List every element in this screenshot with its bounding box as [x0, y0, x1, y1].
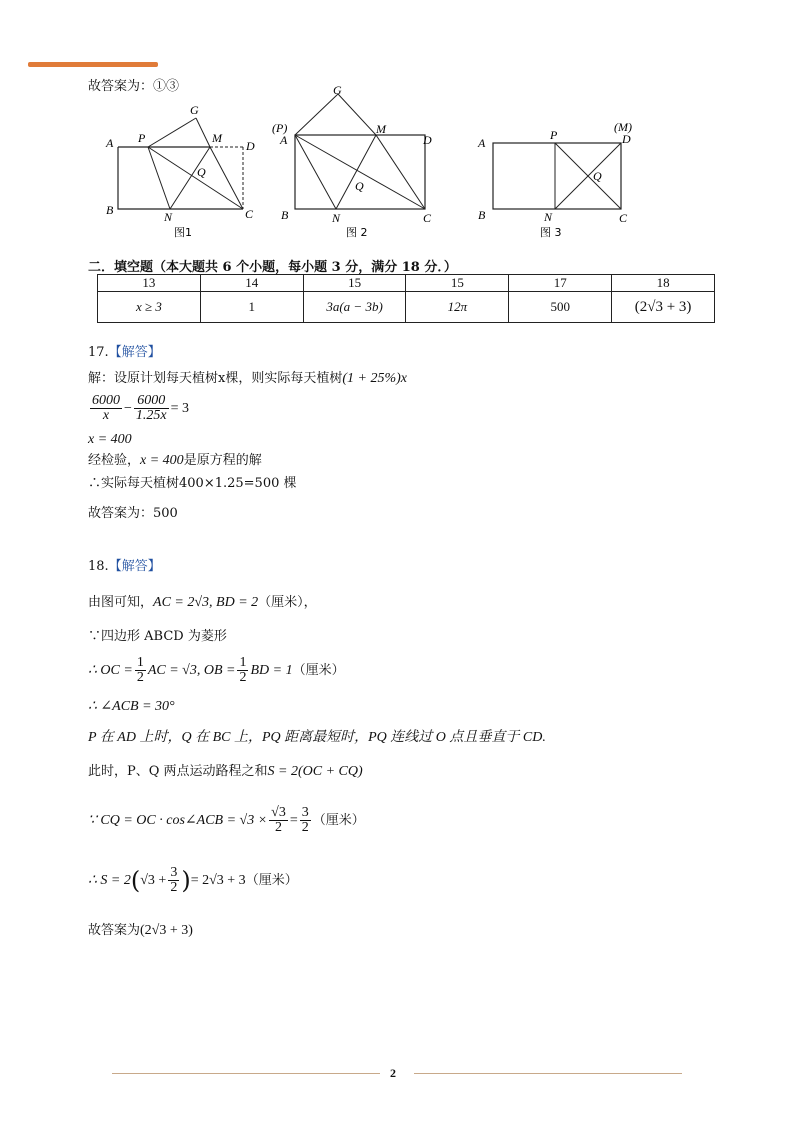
frac-denominator: 2 [170, 880, 178, 895]
fig1-label-M: M [212, 131, 222, 145]
q18-s-lhs: ∴ S = 2 [88, 873, 131, 888]
answer-table-cell: x ≥ 3 [98, 292, 201, 323]
fig3-label-Q: Q [593, 169, 602, 183]
q18-line-6 [88, 763, 363, 781]
q18-unit: （厘米） [292, 663, 345, 678]
fig1-label-Q: Q [197, 165, 206, 179]
q17-x-value: x = 400 [88, 432, 132, 447]
answer-table-cell: 1 [200, 292, 303, 323]
geometry-figures [100, 80, 660, 242]
answer-table-cell: 3a(a − 3b) [303, 292, 406, 323]
page-number: 2 [390, 1066, 396, 1080]
answer-table-cell: 12π [406, 292, 509, 323]
header-accent-bar [28, 62, 158, 67]
fig3-label-N: N [544, 210, 553, 224]
fig3-label-D: D [622, 132, 631, 146]
q18-sqrt3-over-2 [269, 806, 288, 835]
frac-numerator: 3 [170, 865, 178, 880]
q18-answer [88, 922, 193, 940]
answer-table [97, 274, 715, 323]
q18-oc-lhs: ∴ OC = [88, 663, 133, 678]
q18-heading [88, 558, 161, 576]
frac-numerator: 3 [301, 805, 309, 820]
q17-setup-expr: (1 + 25%)x [342, 371, 407, 386]
fig1-label-A: A [106, 136, 114, 150]
q17-check-expr: x = 400 [140, 453, 184, 468]
frac-numerator: 1 [136, 655, 144, 670]
q18-ob-lhs: AC = √3, OB = [147, 663, 236, 678]
q18-s-fraction [168, 866, 179, 895]
q18-l6-text: 此时，P、Q 两点运动路程之和 [88, 764, 268, 779]
fig1-caption: 图1 [174, 226, 192, 239]
q18-3-over-2 [300, 806, 311, 835]
q18-line-7 [88, 806, 365, 835]
frac-numerator: 6000 [92, 393, 120, 408]
fig1-label-B: B [106, 203, 114, 217]
q17-therefore: ∴实际每天植树400×1.25=500 棵 [88, 476, 297, 491]
q18-line-8: ∴ S = 2(√3 + $\frac{3}{2}$ )= 2√3 + 3（厘米） [88, 865, 298, 895]
answer-table-cell: 500 [509, 292, 612, 323]
q18-half-fraction [237, 656, 248, 685]
footer-rule-left [112, 1073, 380, 1074]
q18-l1-expr: AC = 2√3, BD = 2 [153, 595, 259, 610]
q18-s-result: = 2√3 + 3 [190, 873, 246, 888]
fig2-label-N: N [332, 211, 341, 225]
frac-denominator: 2 [136, 670, 144, 685]
q18-half-fraction [135, 656, 146, 685]
fig2-label-M: M [376, 122, 386, 136]
q18-line-3 [88, 656, 345, 685]
q18-bd-value: BD = 1 [250, 663, 293, 678]
q18-l6-expr: S = 2(OC + CQ) [267, 764, 363, 779]
answer-table-header: 15 [303, 275, 406, 292]
q18-line-4: ∴ ∠ACB = 30° [88, 699, 175, 714]
frac-denominator: 1.25x [135, 408, 167, 423]
answer-table-header: 18 [612, 275, 715, 292]
footer-rule-right [414, 1073, 682, 1074]
fig1-label-D: D [246, 139, 255, 153]
fig2-label-C: C [423, 211, 432, 225]
figure-2 [272, 83, 432, 239]
q17-check-line [88, 452, 262, 470]
q18-line-2: ∵四边形 ABCD 为菱形 [88, 629, 227, 644]
q17-setup-text: 解：设原计划每天植树x棵，则实际每天植树 [88, 371, 343, 386]
answer-table-header: 17 [509, 275, 612, 292]
q18-answer-prefix: 故答案为 [88, 923, 141, 938]
q17-check-b: 是原方程的解 [183, 453, 262, 468]
q17-fraction-1 [90, 394, 122, 423]
q18-l1-text: 由图可知， [88, 595, 154, 610]
fig2-label-B: B [281, 208, 289, 222]
q17-check-a: 经检验， [88, 453, 141, 468]
fig3-label-P: P [550, 128, 558, 142]
q18-unit: （厘米） [245, 873, 298, 888]
figure-3 [477, 120, 632, 239]
fig2-label-D: D [423, 133, 432, 147]
q18-l1-tail: ， [303, 595, 317, 610]
q17-answer: 故答案为：500 [88, 506, 178, 521]
fig3-caption: 图 3 [540, 226, 562, 239]
fig3-label-B: B [478, 208, 486, 222]
section-2-title: 二．填空题（本大题共 6 个小题，每小题 3 分，满分 18 分．） [88, 260, 457, 275]
q17-equation-rhs: = 3 [170, 401, 190, 416]
q18-cq-lhs: ∵ CQ = OC · cos∠ACB = √3 × [88, 813, 268, 828]
answer-table-cell: (2√3 + 3) [612, 292, 715, 323]
q18-answer-expr: (2√3 + 3) [140, 923, 193, 938]
fig2-label-A: A [280, 133, 288, 147]
q17-equation: $\frac{6000}{x}$ − $\frac{6000}{1.25x}$ = 3 [92, 393, 190, 423]
answer-table-header: 13 [98, 275, 201, 292]
q18-s-inner: √3 + [140, 873, 167, 888]
frac-numerator: 1 [239, 655, 247, 670]
q18-tag: 【解答】 [108, 559, 161, 574]
q17-tag: 【解答】 [108, 345, 161, 360]
frac-numerator: 6000 [134, 394, 169, 409]
fig2-label-P: (P) [272, 121, 288, 135]
frac-denominator: 2 [301, 820, 309, 835]
answer-table-header: 15 [406, 275, 509, 292]
q18-unit: （厘米） [258, 595, 304, 610]
frac-denominator: 2 [275, 820, 283, 835]
answer-value: ①③ [153, 79, 180, 94]
answer-prefix: 故答案为： [88, 79, 154, 94]
frac-numerator: √3 [271, 805, 286, 820]
q18-number: 18. [88, 559, 109, 574]
q17-line-1 [88, 370, 407, 388]
fig2-label-Q: Q [355, 179, 364, 193]
q17-fraction-2 [134, 394, 169, 423]
fig1-label-P: P [138, 131, 146, 145]
fig1-label-C: C [245, 207, 254, 221]
q18-unit: （厘米） [312, 813, 365, 828]
frac-denominator: x [102, 408, 110, 423]
frac-denominator: 2 [239, 670, 247, 685]
q17-heading [88, 344, 161, 362]
fig1-label-N: N [164, 210, 173, 224]
q18-line-5: P 在 AD 上时，Q 在 BC 上，PQ 距离最短时，PQ 连线过 O 点且垂直于 CD. [88, 730, 546, 745]
fig2-caption: 图 2 [346, 226, 368, 239]
q18-line-1 [88, 594, 317, 612]
fig3-label-C: C [619, 211, 628, 225]
answer-table-header: 14 [200, 275, 303, 292]
fig2-label-G: G [333, 83, 342, 97]
fig3-label-M: (M) [614, 120, 632, 134]
fig3-label-A: A [478, 136, 486, 150]
figure-1 [105, 103, 255, 239]
q17-number: 17. [88, 345, 109, 360]
fig1-label-G: G [190, 103, 199, 117]
q18-equals: = [289, 813, 298, 828]
